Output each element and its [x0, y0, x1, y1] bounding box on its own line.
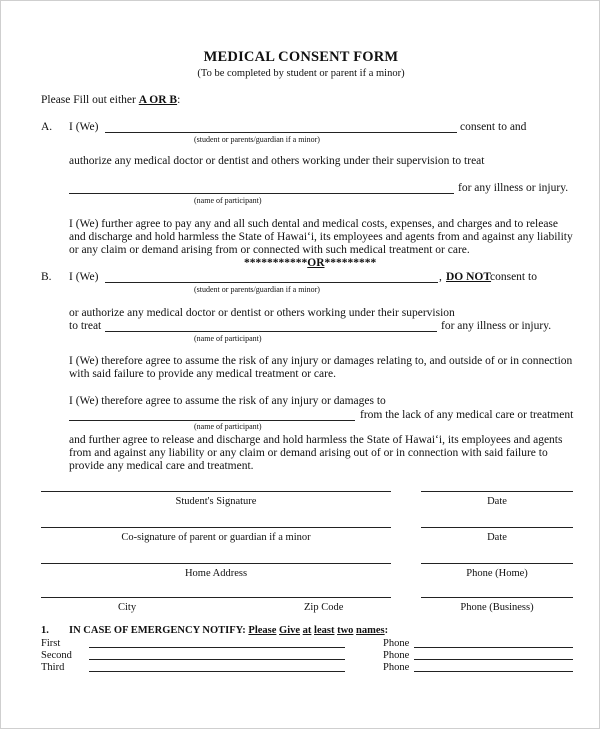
- section-a-paragraph-line1: I (We) further agree to pay any and all such dental and medical costs, expenses, and charges and to release: [69, 218, 559, 230]
- section-b-do-not: DO NOT: [446, 271, 492, 283]
- emergency-name-field-3[interactable]: [89, 671, 345, 672]
- section-a-authorize-text: authorize any medical doctor or dentist and others working under their supervision to treat: [69, 155, 485, 167]
- instruction-choice: A OR B: [138, 94, 178, 106]
- section-a-participant-hint: (name of participant): [194, 196, 262, 205]
- emergency-phone-field-3[interactable]: [414, 671, 573, 672]
- emergency-name-field-2[interactable]: [89, 659, 345, 660]
- section-b-participant-hint: (name of participant): [194, 334, 262, 343]
- date-label-2: Date: [487, 532, 507, 543]
- emergency-phone-label: Phone: [383, 638, 410, 649]
- section-b-risk1-line2: with said failure to provide any medical treatment or care.: [69, 368, 336, 380]
- emergency-heading: [69, 624, 388, 637]
- section-a-student-name-field[interactable]: [105, 132, 457, 133]
- section-b-comma: ,: [439, 271, 442, 283]
- date-label-1: Date: [487, 496, 507, 507]
- section-b-participant-name-field[interactable]: [105, 331, 437, 332]
- form-title: MEDICAL CONSENT FORM: [203, 49, 399, 65]
- instruction-suffix: :: [177, 94, 181, 106]
- emergency-heading-text: IN CASE OF EMERGENCY NOTIFY:: [69, 625, 246, 636]
- section-b-risk2-line1: I (We) therefore agree to assume the risk of any injury or damages to: [69, 395, 386, 407]
- section-b-lack-suffix: from the lack of any medical care or treatment: [360, 409, 574, 421]
- date-field-2[interactable]: [421, 527, 573, 528]
- emergency-row-label: Second: [41, 650, 72, 661]
- student-signature-label: Student's Signature: [175, 496, 257, 507]
- emergency-phone-field-2[interactable]: [414, 659, 573, 660]
- section-b-consent-suffix: consent to: [490, 271, 537, 283]
- city-label: City: [118, 602, 137, 613]
- section-a-participant-name-field[interactable]: [69, 193, 454, 194]
- cosignature-field[interactable]: [41, 527, 391, 528]
- emergency-least: least: [314, 625, 335, 636]
- section-b-label: B.: [41, 271, 52, 283]
- home-address-label: Home Address: [184, 568, 248, 579]
- or-word: OR: [307, 257, 325, 269]
- phone-business-label: Phone (Business): [460, 602, 534, 613]
- section-a-student-hint: (student or parents/guardian if a minor): [194, 135, 320, 144]
- city-zip-field[interactable]: [41, 597, 391, 598]
- section-b-release-line1: and further agree to release and discharge and hold harmless the State of Hawai‘i, its employees and agents: [69, 434, 563, 446]
- fill-instruction: [41, 94, 180, 107]
- section-b-risk1-line1: I (We) therefore agree to assume the risk of any injury or damages relating to, and outside of or in connection: [69, 355, 573, 367]
- emergency-give: Give: [279, 625, 301, 636]
- emergency-phone-label: Phone: [383, 662, 410, 673]
- section-b-to-treat: to treat: [69, 320, 102, 332]
- section-a-consent-suffix: consent to and: [460, 121, 527, 133]
- emergency-row-label: First: [41, 638, 61, 649]
- emergency-row-label: Third: [41, 662, 65, 673]
- section-b-student-name-field[interactable]: [105, 282, 438, 283]
- cosignature-label: Co-signature of parent or guardian if a minor: [121, 532, 311, 543]
- instruction-prefix: Please Fill out either: [41, 94, 139, 106]
- section-b-we: I (We): [69, 271, 99, 283]
- emergency-names: names: [356, 625, 385, 636]
- phone-business-field[interactable]: [421, 597, 573, 598]
- section-b-illness-suffix: for any illness or injury.: [441, 320, 552, 332]
- section-b-release-line2: from and against any liability or any claim or demand arising out of or in connection with said failure to: [69, 447, 548, 459]
- zip-code-label: Zip Code: [304, 602, 344, 613]
- section-b-authorize-text: or authorize any medical doctor or dentist or others working under their supervision: [69, 307, 455, 319]
- section-a-paragraph-line3: or any claim or demand arising from or connected with such medical treatment or care.: [69, 244, 470, 256]
- section-a-we: I (We): [69, 121, 99, 133]
- or-separator: [244, 257, 376, 270]
- emergency-phone-label: Phone: [383, 650, 410, 661]
- emergency-two: two: [337, 625, 354, 636]
- section-b-participant-name-field2[interactable]: [69, 420, 355, 421]
- or-stars-left: ***********: [244, 257, 308, 269]
- phone-home-label: Phone (Home): [466, 568, 528, 579]
- section-b-release-line3: provide any medical care and treatment.: [69, 460, 254, 472]
- emergency-number: 1.: [41, 625, 49, 636]
- date-field-1[interactable]: [421, 491, 573, 492]
- emergency-at: at: [302, 625, 312, 636]
- home-address-field[interactable]: [41, 563, 391, 564]
- section-a-paragraph-line2: and discharge and hold harmless the State of Hawai‘i, its employees and agents from and against any liability: [69, 231, 573, 243]
- section-b-student-hint: (student or parents/guardian if a minor): [194, 285, 320, 294]
- student-signature-field[interactable]: [41, 491, 391, 492]
- or-stars-right: *********: [324, 257, 377, 269]
- emergency-please: Please: [248, 625, 277, 636]
- emergency-name-field-1[interactable]: [89, 647, 345, 648]
- section-a-illness-suffix: for any illness or injury.: [458, 182, 569, 194]
- form-subtitle: (To be completed by student or parent if a minor): [197, 68, 405, 79]
- emergency-colon: :: [384, 625, 389, 636]
- phone-home-field[interactable]: [421, 563, 573, 564]
- section-b-participant-hint2: (name of participant): [194, 422, 262, 431]
- emergency-phone-field-1[interactable]: [414, 647, 573, 648]
- section-a-label: A.: [41, 121, 53, 133]
